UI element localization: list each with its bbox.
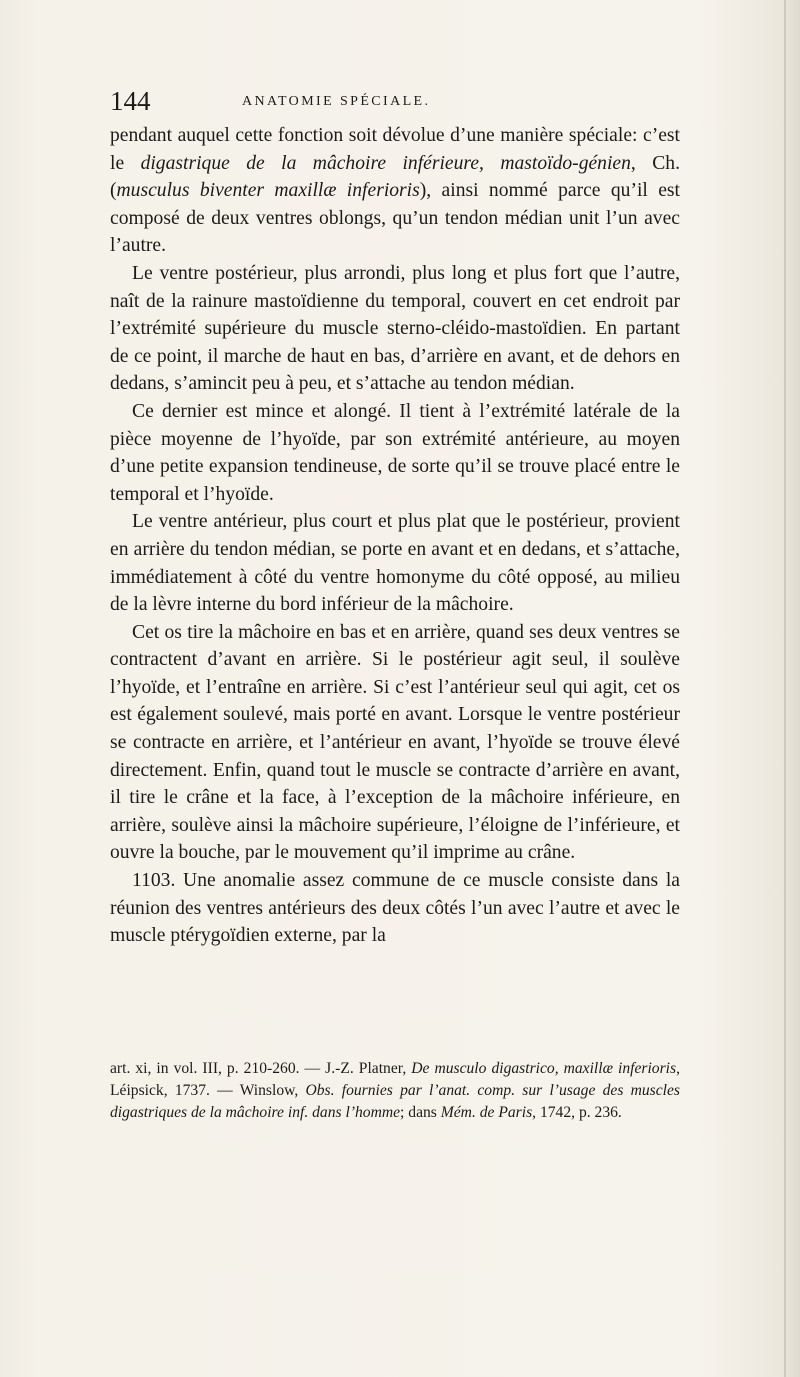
paragraph-2: Le ventre postérieur, plus arrondi, plus long et plus fort que l’autre, naît de la rainure mastoïdienne du temporal, couvert en cet endroit par l’extrémité supérieure du muscle sterno-cléido-mastoïdien. En partant de ce point, il marche de haut en bas, d’arrière en avant, et de dehors en dedans, s’amincit peu à peu, et s’attache au tendon médian. xyxy=(110,262,680,395)
footnote-title-1: De musculo digastrico, maxillæ inferioris xyxy=(411,1060,677,1077)
footnote-journal: Mém. de Paris xyxy=(440,1104,533,1121)
page-number: 144 xyxy=(110,86,151,116)
footnotes: art. xi, in vol. III, p. 210-260. — J.-Z. Platner, De musculo digastrico, maxillæ inferioris, Léipsick, 1737. — Winslow, Obs. fournies par l’anat. comp. sur l’usage des muscles digastriques de la mâchoire inf. dans l’homme; dans Mém. de Paris, 1742, p. 236. xyxy=(110,1060,680,1121)
footnote-title-2: Obs. fournies par l’anat. comp. sur l’usage des muscles digastriques de la mâchoire inf. dans l’homme xyxy=(110,1082,680,1121)
paragraph-5: Cet os tire la mâchoire en bas et en arrière, quand ses deux ventres se contractent d’avant en arrière. Si le postérieur agit seul, il soulève l’hyoïde, et l’entraîne en arrière. Si c’est l’antérieur seul qui agit, cet os est également soulevé, mais porté en avant. Lorsque le ventre postérieur se contracte en arrière, et l’antérieur en avant, l’hyoïde se trouve élevé directement. Enfin, quand tout le muscle se contracte d’arrière en avant, il tire le crâne et la face, à l’exception de la mâchoire inférieure, en arrière, soulève ainsi la mâchoire supérieure, l’éloigne de l’inférieure, et ouvre la bouche, par le mouvement qu’il imprime au crâne. xyxy=(110,621,680,864)
paragraph-4: Le ventre antérieur, plus court et plus plat que le postérieur, provient en arrière du tendon médian, se porte en avant et en dedans, et s’attache, immédiatement à côté du ventre homonyme du côté opposé, au milieu de la lèvre interne du bord inférieur de la mâchoire. xyxy=(110,511,680,616)
running-title: ANATOMIE SPÉCIALE. xyxy=(242,94,431,109)
latin-name: musculus biventer maxillæ inferioris xyxy=(116,180,420,202)
paragraph-1: pendant auquel cette fonction soit dévolue d’une manière spéciale: c’est le digastrique de la mâchoire inférieure, mastoïdo-génien, Ch. (musculus biventer maxillæ inferioris), ainsi nommé parce qu’il est composé de deux ventres oblongs, qu’un tendon médian unit l’un avec l’autre. xyxy=(110,125,680,257)
muscle-name: digastrique de la mâchoire inférieure, mastoïdo-génien xyxy=(140,152,631,174)
page-edge xyxy=(784,0,786,1377)
paragraph-6: 1103. Une anomalie assez commune de ce muscle consiste dans la réunion des ventres antérieurs des deux côtés l’un avec l’autre et avec le muscle ptérygoïdien externe, par la xyxy=(110,870,680,947)
paragraph-3: Ce dernier est mince et alongé. Il tient à l’extrémité latérale de la pièce moyenne de l’hyoïde, par son extrémité antérieure, au moyen d’une petite expansion tendineuse, de sorte qu’il se trouve placé entre le temporal et l’hyoïde. xyxy=(110,400,680,505)
main-text xyxy=(110,122,680,950)
page-header xyxy=(110,86,670,116)
